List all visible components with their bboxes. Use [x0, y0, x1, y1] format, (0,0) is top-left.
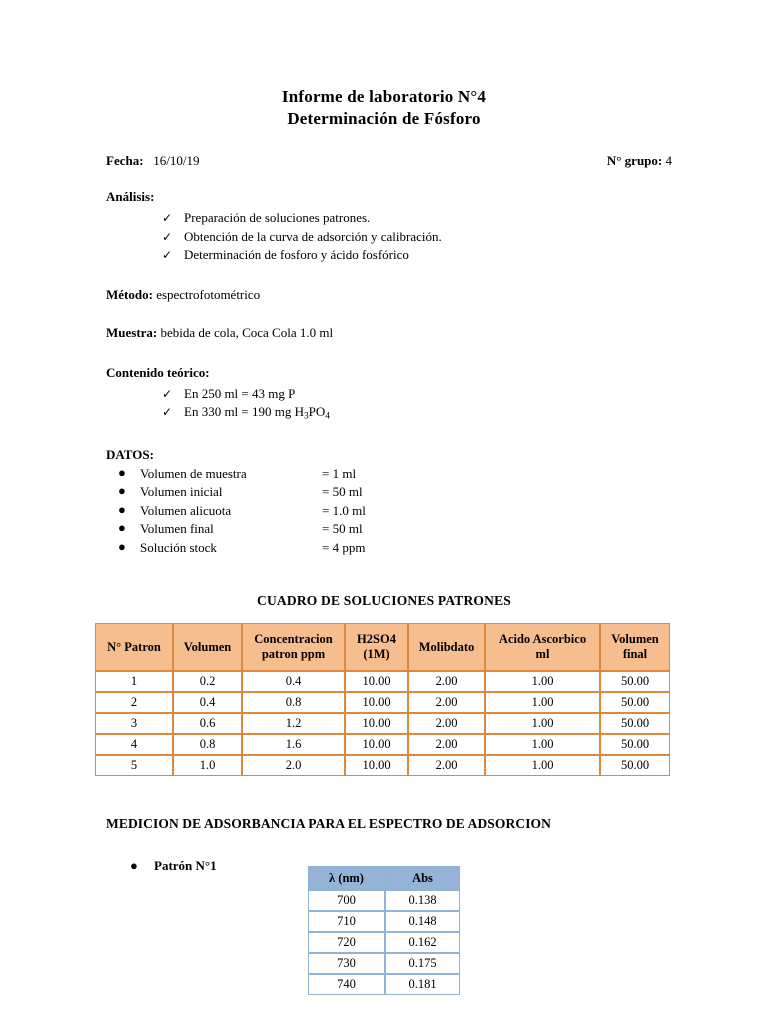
- check-icon: ✓: [162, 229, 173, 244]
- list-item: [118, 483, 672, 502]
- column-header-volumen: [173, 623, 242, 671]
- cell: 10.00: [345, 692, 408, 713]
- analisis-item-text: Determinación de fosforo y ácido fosfórico: [184, 247, 409, 262]
- patron-label: Patrón N°1: [154, 858, 217, 874]
- header-text: (1M): [363, 647, 390, 662]
- check-icon: ✓: [162, 405, 173, 419]
- table-row: [95, 671, 670, 692]
- cell: 10.00: [345, 713, 408, 734]
- cell: 10.00: [345, 734, 408, 755]
- fecha-label: Fecha:: [106, 153, 144, 168]
- table-row: [95, 713, 670, 734]
- contenido-item-text: En 250 ml = 43 mg P: [184, 385, 296, 401]
- cell: 0.162: [385, 932, 460, 953]
- table-row: [95, 692, 670, 713]
- cell: 0.175: [385, 953, 460, 974]
- check-icon: ✓: [162, 386, 173, 401]
- column-header-molibdato: [408, 623, 485, 671]
- column-header-volumen-final: [600, 623, 670, 671]
- analisis-list: [106, 209, 672, 265]
- datos-item-name: Volumen inicial: [140, 484, 223, 500]
- datos-item-value: = 1.0 ml: [322, 502, 366, 518]
- check-icon: ✓: [162, 248, 173, 262]
- table-row: [95, 734, 670, 755]
- header-text: H2SO4: [357, 632, 396, 647]
- cell: 0.4: [173, 692, 242, 713]
- cell: 1.00: [485, 734, 600, 755]
- cell: 1.00: [485, 755, 600, 776]
- table-row: [308, 911, 460, 932]
- cell: 10.00: [345, 671, 408, 692]
- fecha-field: [106, 152, 200, 169]
- document-title-block: [0, 0, 768, 130]
- datos-item-value: = 50 ml: [322, 521, 363, 537]
- list-item: [118, 465, 672, 484]
- cell: 1.00: [485, 713, 600, 734]
- cell: 2.00: [408, 713, 485, 734]
- column-header-acido-ascorbico: [485, 623, 600, 671]
- muestra-row: [106, 324, 672, 341]
- cell: 50.00: [600, 755, 670, 776]
- header-text: patron ppm: [261, 647, 326, 662]
- metodo-value: espectrofotométrico: [156, 286, 261, 302]
- cell: 1.6: [242, 734, 345, 755]
- datos-item-name: Volumen de muestra: [140, 465, 247, 481]
- bullet-icon: ●: [118, 501, 126, 517]
- table-row: [95, 755, 670, 776]
- cell: 700: [308, 890, 385, 911]
- header-text: Volumen: [183, 639, 232, 654]
- cell: 2.00: [408, 755, 485, 776]
- muestra-label: Muestra:: [106, 324, 158, 340]
- column-header-lambda: λ (nm): [308, 866, 385, 890]
- metodo-row: [106, 286, 672, 303]
- table-absorbancia-wrapper: [0, 866, 768, 995]
- contenido-teorico-label: Contenido teórico:: [106, 364, 210, 380]
- cell: 50.00: [600, 692, 670, 713]
- datos-item-value: = 4 ppm: [322, 539, 366, 555]
- cell: 0.6: [173, 713, 242, 734]
- cell: 4: [95, 734, 173, 755]
- analisis-label: Análisis:: [106, 189, 155, 204]
- cell: 2.00: [408, 734, 485, 755]
- document-body: [0, 152, 768, 557]
- cell: 1.2: [242, 713, 345, 734]
- cell: 2.00: [408, 692, 485, 713]
- datos-item-name: Solución stock: [140, 539, 217, 555]
- cell: 0.138: [385, 890, 460, 911]
- list-item: [118, 539, 672, 558]
- formula-sub-2: 4: [325, 411, 330, 422]
- cell: 2.00: [408, 671, 485, 692]
- grupo-field: [607, 152, 672, 169]
- cell: 730: [308, 953, 385, 974]
- cell: 740: [308, 974, 385, 995]
- bullet-icon: ●: [118, 520, 126, 536]
- cell: 0.4: [242, 671, 345, 692]
- cell: 1.0: [173, 755, 242, 776]
- contenido-item-text-formula: [184, 404, 330, 422]
- fecha-grupo-row: [106, 152, 672, 169]
- list-item: [118, 520, 672, 539]
- column-header-patron: [95, 623, 173, 671]
- datos-item-name: Volumen alicuota: [140, 502, 232, 518]
- table-row: [308, 890, 460, 911]
- table-header-row: [95, 623, 670, 671]
- cell: 1.00: [485, 671, 600, 692]
- datos-label: DATOS:: [106, 446, 154, 462]
- page-title-line-1: Informe de laboratorio N°4: [281, 87, 487, 106]
- grupo-label: N° grupo:: [606, 153, 663, 168]
- datos-item-name: Volumen final: [140, 521, 214, 537]
- header-text: Volumen: [611, 632, 659, 647]
- list-item: [162, 209, 672, 228]
- column-header-h2so4: [345, 623, 408, 671]
- cell: 1.00: [485, 692, 600, 713]
- cell: 0.8: [173, 734, 242, 755]
- bullet-icon: ●: [118, 483, 126, 499]
- table-absorbancia: [308, 866, 460, 995]
- bullet-icon: ●: [118, 538, 126, 554]
- list-item: [162, 228, 672, 247]
- table-soluciones-patrones: [95, 623, 670, 776]
- cell: 5: [95, 755, 173, 776]
- header-text: final: [622, 647, 648, 662]
- grupo-value: 4: [665, 153, 672, 168]
- datos-item-value: = 50 ml: [322, 484, 363, 500]
- patron-bullet-line: [0, 858, 768, 874]
- metodo-label: Método:: [106, 286, 153, 302]
- list-item: [162, 385, 672, 404]
- table-row: [308, 953, 460, 974]
- fecha-value: 16/10/19: [153, 153, 200, 168]
- cell: 0.2: [173, 671, 242, 692]
- cell: 2: [95, 692, 173, 713]
- cell: 2.0: [242, 755, 345, 776]
- list-item: [162, 403, 672, 426]
- cell: 50.00: [600, 734, 670, 755]
- formula-sub-1: 3: [304, 411, 309, 422]
- formula-prefix: En 330 ml = 190 mg H: [184, 404, 304, 419]
- column-header-concentracion: [242, 623, 345, 671]
- cell: 3: [95, 713, 173, 734]
- cell: 720: [308, 932, 385, 953]
- column-header-abs: Abs: [385, 866, 460, 890]
- muestra-value: bebida de cola, Coca Cola 1.0 ml: [160, 324, 334, 340]
- header-text: Concentracion: [254, 632, 333, 647]
- header-text: Molibdato: [418, 639, 475, 654]
- table-patrones-heading: CUADRO DE SOLUCIONES PATRONES: [257, 593, 511, 609]
- analisis-item-text: Obtención de la curva de adsorción y calibración.: [184, 228, 442, 244]
- list-item: [118, 502, 672, 521]
- adsorbancia-heading: MEDICION DE ADSORBANCIA PARA EL ESPECTRO DE ADSORCION: [106, 816, 551, 832]
- cell: 1: [95, 671, 173, 692]
- bullet-icon: ●: [130, 858, 138, 874]
- page-title-line-2: Determinación de Fósforo: [287, 109, 481, 128]
- cell: 710: [308, 911, 385, 932]
- header-text: Acido Ascorbico: [498, 632, 587, 647]
- datos-item-value: = 1 ml: [322, 465, 357, 481]
- cell: 50.00: [600, 671, 670, 692]
- bullet-icon: ●: [118, 464, 126, 480]
- header-text: N° Patron: [107, 639, 161, 654]
- check-icon: ✓: [162, 211, 173, 225]
- analisis-item-text: Preparación de soluciones patrones.: [184, 210, 371, 225]
- header-text: ml: [535, 647, 550, 662]
- table-row: [308, 932, 460, 953]
- table-patrones-wrapper: [0, 623, 768, 776]
- table-row: [308, 974, 460, 995]
- formula-mid: PO: [308, 404, 326, 419]
- cell: 0.8: [242, 692, 345, 713]
- cell: 50.00: [600, 713, 670, 734]
- cell: 10.00: [345, 755, 408, 776]
- cell: 0.181: [385, 974, 460, 995]
- cell: 0.148: [385, 911, 460, 932]
- list-item: [162, 246, 672, 265]
- datos-list: [106, 465, 672, 558]
- contenido-teorico-list: [106, 385, 672, 426]
